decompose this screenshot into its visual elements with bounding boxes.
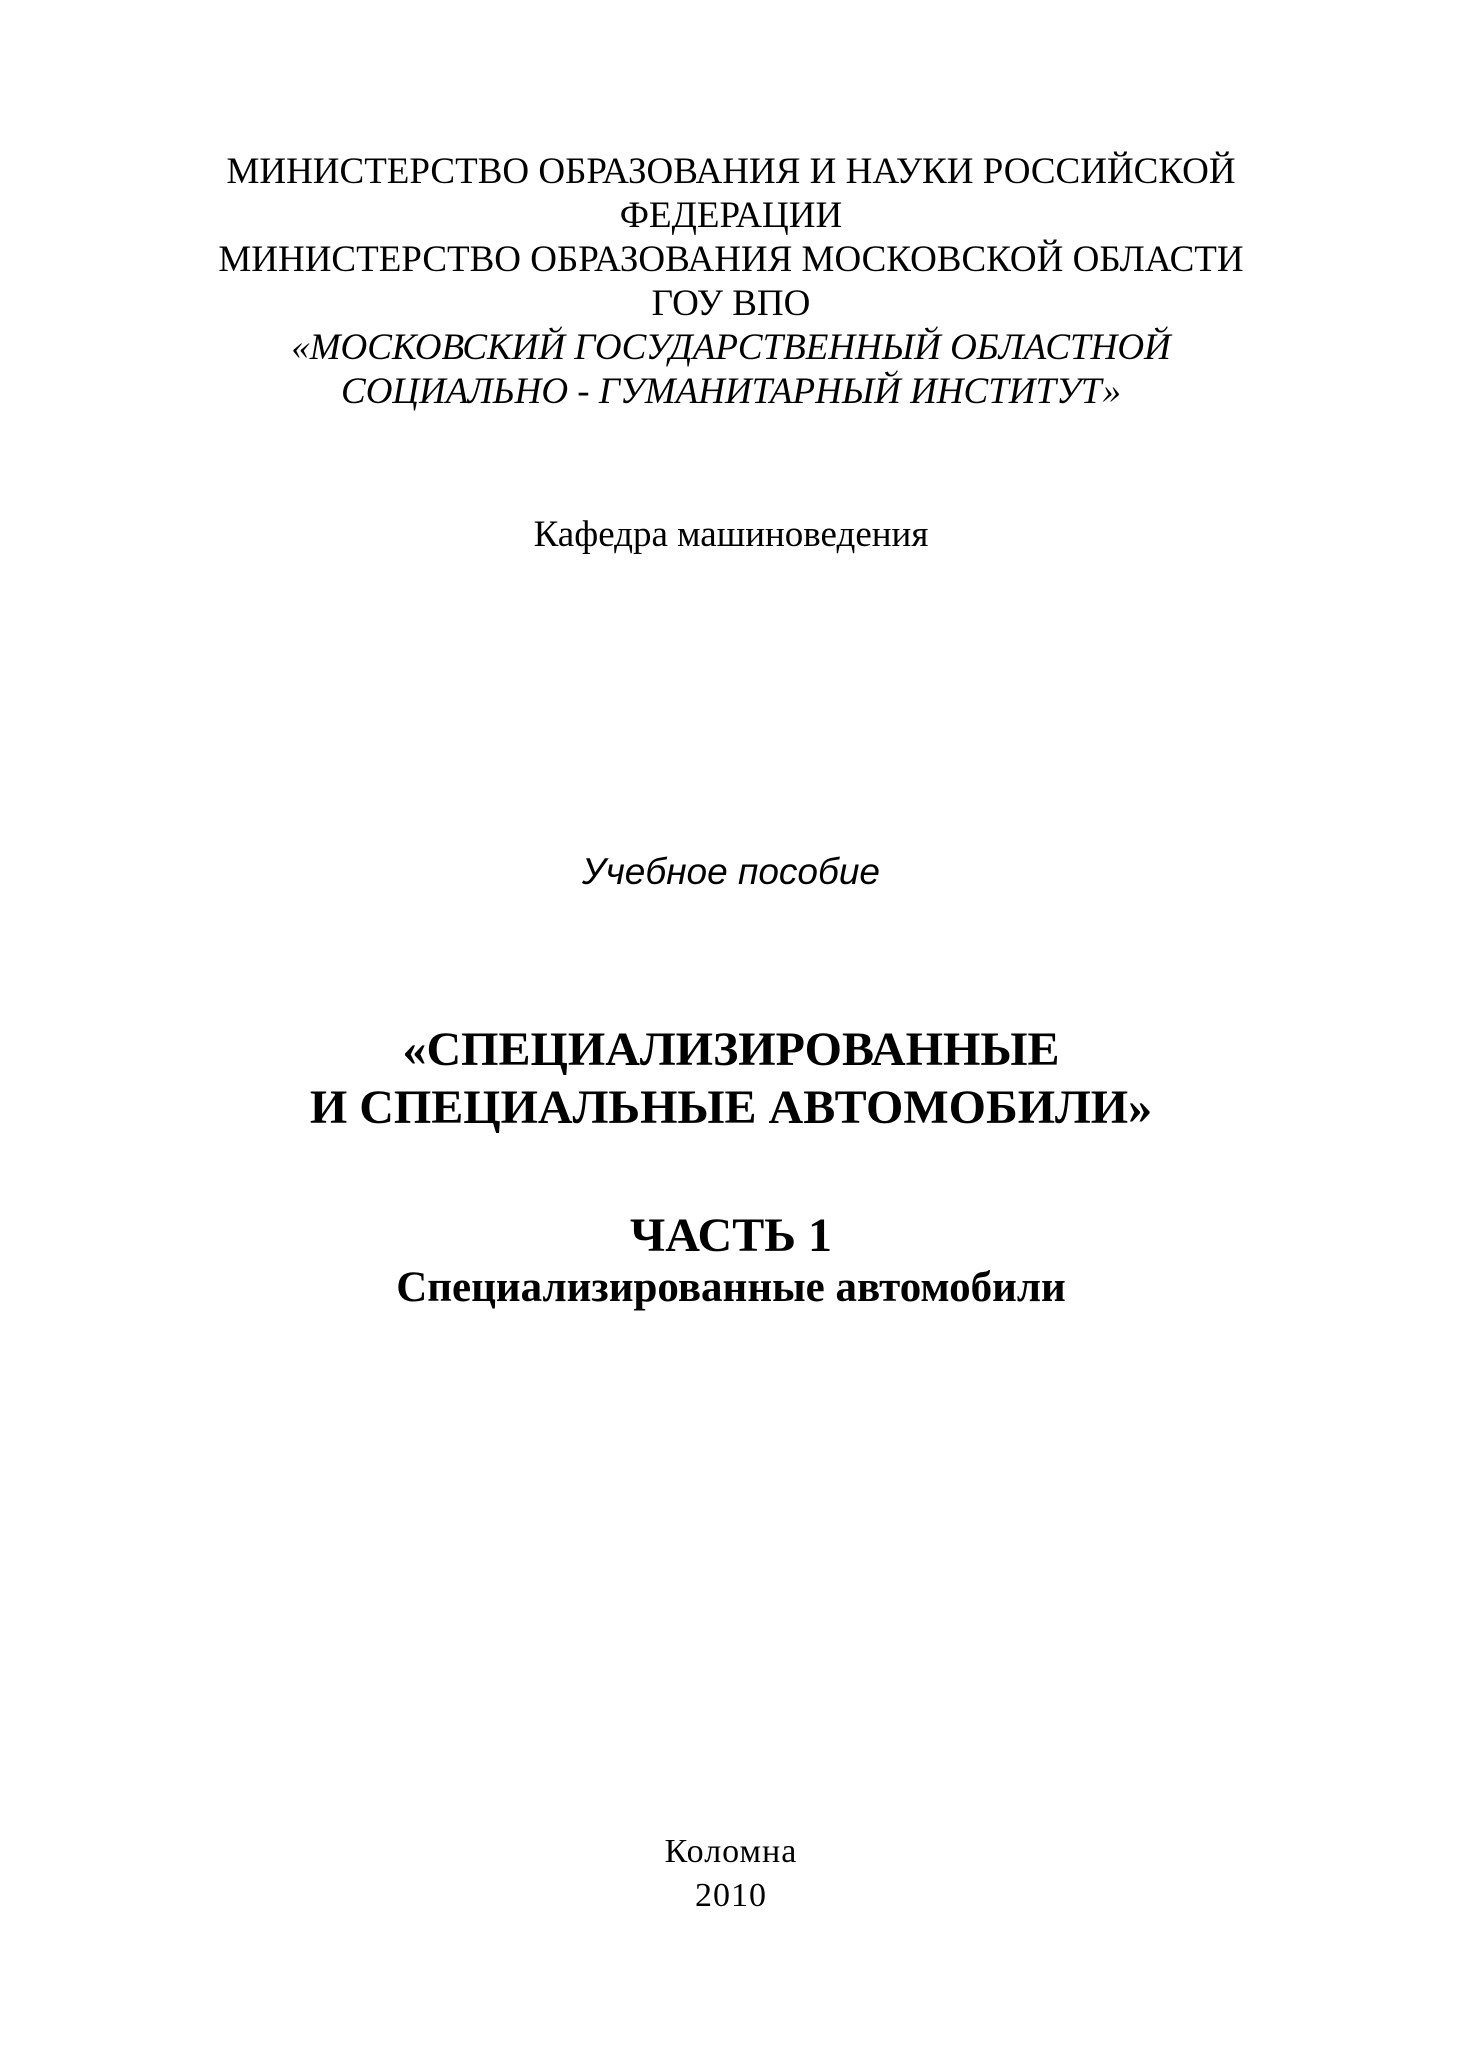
- part-subtitle: Специализированные автомобили: [396, 1264, 1066, 1311]
- institution-name-line-1: «МОСКОВСКИЙ ГОСУДАРСТВЕННЫЙ ОБЛАСТНОЙ: [291, 327, 1171, 368]
- ministry-line-2: ФЕДЕРАЦИИ: [619, 195, 843, 236]
- book-title-line-1: «СПЕЦИАЛИЗИРОВАННЫЕ: [402, 1023, 1060, 1076]
- imprint-year: 2010: [695, 1877, 767, 1914]
- institution-type: ГОУ ВПО: [651, 283, 811, 324]
- book-title: [0, 1021, 1462, 1137]
- book-title-line-2: И СПЕЦИАЛЬНЫЕ АВТОМОБИЛИ»: [309, 1081, 1153, 1134]
- imprint-city: Коломна: [664, 1833, 798, 1870]
- ministry-line-1: МИНИСТЕРСТВО ОБРАЗОВАНИЯ И НАУКИ РОССИЙСКОЙ: [226, 151, 1236, 192]
- institution-name-line-2: СОЦИАЛЬНО - ГУМАНИТАРНЫЙ ИНСТИТУТ»: [341, 371, 1121, 412]
- institution-header: [0, 150, 1462, 414]
- department: Кафедра машиноведения: [533, 514, 929, 555]
- document-type: Учебное пособие: [582, 851, 880, 892]
- part-heading: [0, 1209, 1462, 1313]
- regional-ministry: МИНИСТЕРСТВО ОБРАЗОВАНИЯ МОСКОВСКОЙ ОБЛАСТИ: [218, 239, 1244, 280]
- imprint: [0, 1830, 1462, 1918]
- part-number: ЧАСТЬ 1: [630, 1209, 832, 1262]
